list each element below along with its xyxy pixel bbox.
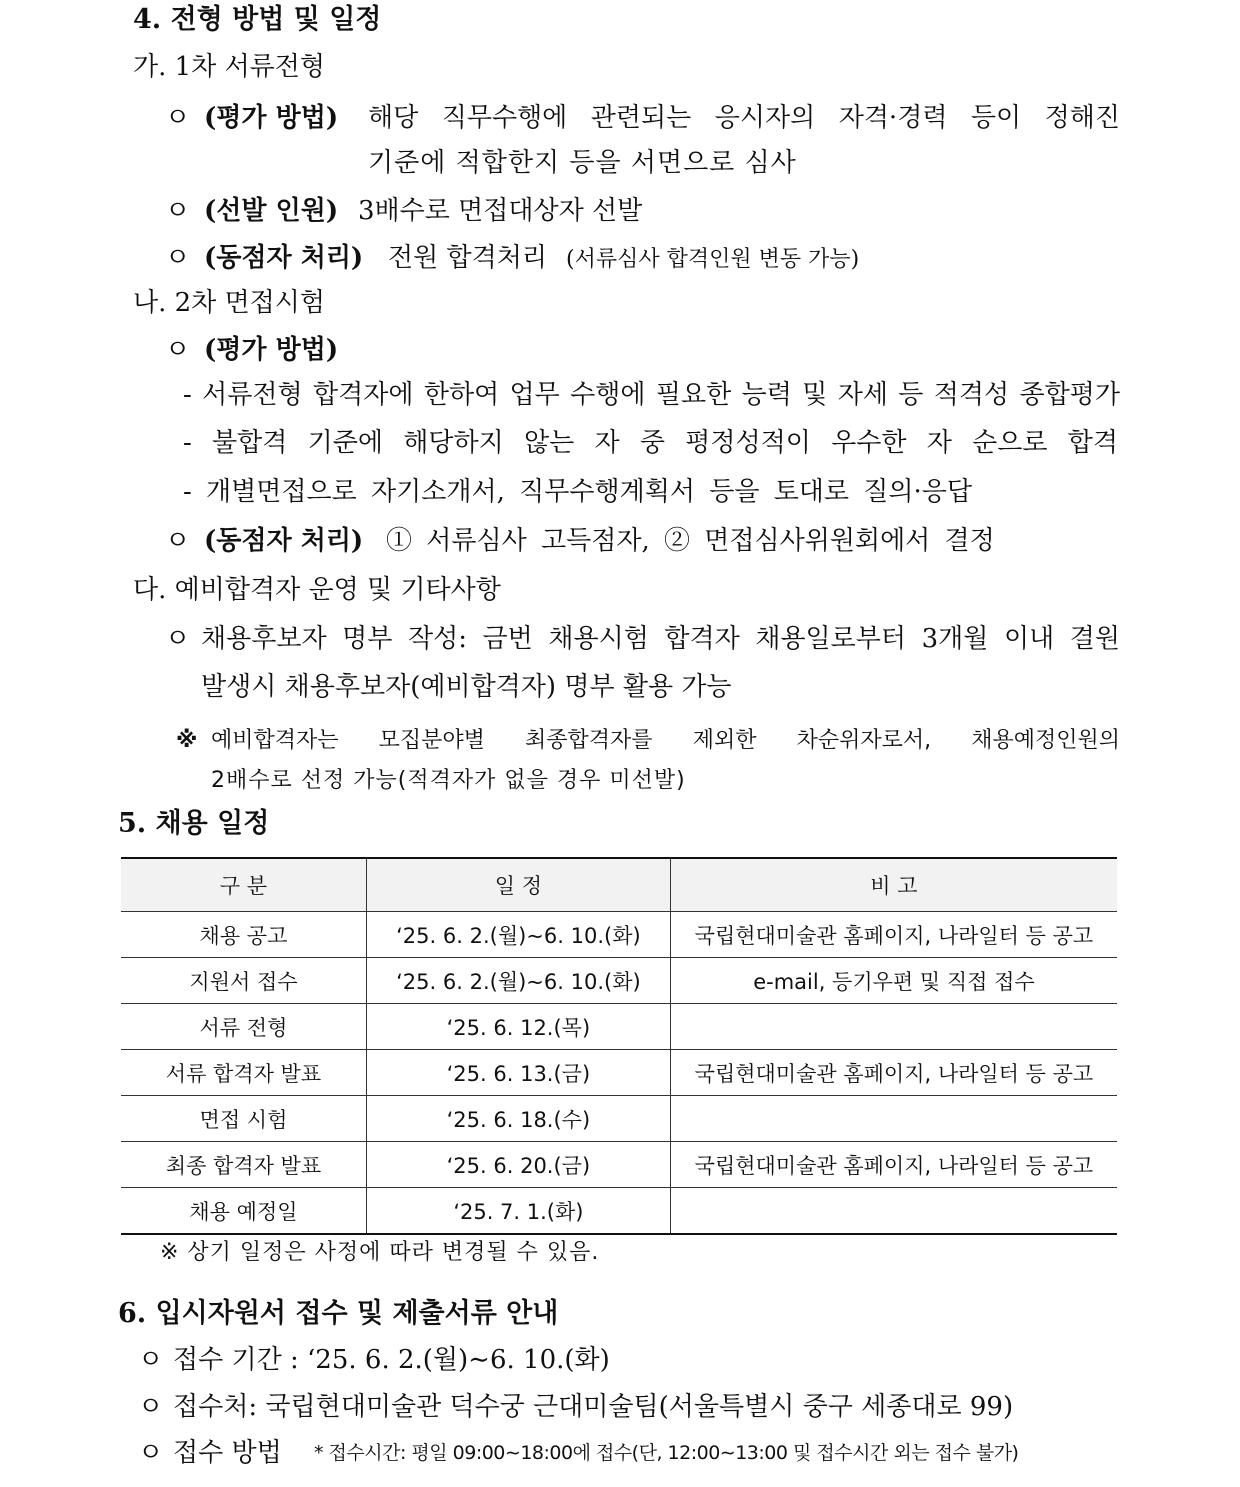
na-tie-label: (동점자 처리): [204, 526, 364, 556]
column-header-schedule: 일 정: [366, 858, 670, 912]
bullet-icon: ㅇ: [138, 1438, 164, 1468]
na-tie-text: ① 서류심사 고득점자, ② 면접심사위원회에서 결정: [386, 526, 995, 556]
cell-remarks: [670, 1096, 1117, 1142]
section-4-title: 4. 전형 방법 및 일정: [133, 4, 382, 35]
note-mark: ※: [176, 728, 198, 753]
subsection-na-title: 나. 2차 면접시험: [133, 288, 326, 318]
ga-tie-text: 전원 합격처리: [388, 243, 547, 273]
ga-tie-label: (동점자 처리): [204, 243, 364, 273]
cell-schedule: ‘25. 6. 2.(월)∼6. 10.(화): [366, 912, 670, 958]
table-row: [121, 1096, 1117, 1142]
cell-category: 채용 공고: [121, 912, 366, 958]
ga-select-label: (선발 인원): [204, 196, 339, 226]
bullet-icon: ㅇ: [165, 624, 191, 654]
table-row: [121, 1004, 1117, 1050]
ga-select-text: 3배수로 면접대상자 선발: [358, 196, 643, 226]
cell-category: 최종 합격자 발표: [121, 1142, 366, 1188]
na-eval-item: - 불합격 기준에 해당하지 않는 자 중 평정성적이 우수한 자 순으로 합격: [183, 428, 1118, 458]
cell-category: 서류 전형: [121, 1004, 366, 1050]
table-row: [121, 1050, 1117, 1096]
column-header-category: 구 분: [121, 858, 366, 912]
cell-remarks: [670, 1188, 1117, 1235]
reception-method-label: 접수 방법: [173, 1438, 282, 1468]
cell-remarks: 국립현대미술관 홈페이지, 나라일터 등 공고: [670, 1050, 1117, 1096]
bullet-icon: ㅇ: [138, 1345, 164, 1375]
cell-schedule: ‘25. 6. 13.(금): [366, 1050, 670, 1096]
table-row: [121, 958, 1117, 1004]
cell-remarks: 국립현대미술관 홈페이지, 나라일터 등 공고: [670, 912, 1117, 958]
ga-eval-text-1: 해당 직무수행에 관련되는 응시자의 자격·경력 등이 정해진: [368, 103, 1120, 133]
cell-category: 채용 예정일: [121, 1188, 366, 1235]
cell-category: 지원서 접수: [121, 958, 366, 1004]
bullet-icon: ㅇ: [138, 1392, 164, 1422]
da-note-1: 예비합격자는 모집분야별 최종합격자를 제외한 차순위자로서, 채용예정인원의: [211, 728, 1120, 753]
cell-schedule: ‘25. 6. 12.(목): [366, 1004, 670, 1050]
cell-category: 서류 합격자 발표: [121, 1050, 366, 1096]
subsection-ga-title: 가. 1차 서류전형: [133, 52, 326, 82]
bullet-icon: ㅇ: [165, 526, 191, 556]
reception-period: 접수 기간 : ‘25. 6. 2.(월)∼6. 10.(화): [173, 1345, 610, 1375]
bullet-icon: ㅇ: [165, 335, 191, 365]
column-header-remarks: 비 고: [670, 858, 1117, 912]
section-6-title: 6. 입시자원서 접수 및 제출서류 안내: [118, 1298, 559, 1329]
ga-eval-text-2: 기준에 적합한지 등을 서면으로 심사: [368, 148, 797, 178]
cell-schedule: ‘25. 7. 1.(화): [366, 1188, 670, 1235]
na-eval-item: - 서류전형 합격자에 한하여 업무 수행에 필요한 능력 및 자세 등 적격성 종합평가: [183, 380, 1120, 410]
ga-eval-label: (평가 방법): [204, 103, 339, 133]
bullet-icon: ㅇ: [165, 103, 191, 133]
na-eval-label: (평가 방법): [204, 335, 339, 365]
cell-schedule: ‘25. 6. 18.(수): [366, 1096, 670, 1142]
cell-category: 면접 시험: [121, 1096, 366, 1142]
schedule-table: [121, 857, 1117, 1235]
table-header-row: [121, 858, 1117, 912]
table-row: [121, 912, 1117, 958]
cell-remarks: [670, 1004, 1117, 1050]
da-text-2: 발생시 채용후보자(예비합격자) 명부 활용 가능: [201, 672, 732, 702]
cell-schedule: ‘25. 6. 20.(금): [366, 1142, 670, 1188]
cell-remarks: 국립현대미술관 홈페이지, 나라일터 등 공고: [670, 1142, 1117, 1188]
da-note-2: 2배수로 선정 가능(적격자가 없을 경우 미선발): [211, 768, 686, 793]
cell-schedule: ‘25. 6. 2.(월)∼6. 10.(화): [366, 958, 670, 1004]
bullet-icon: ㅇ: [165, 196, 191, 226]
cell-remarks: e-mail, 등기우편 및 직접 접수: [670, 958, 1117, 1004]
schedule-note: ※ 상기 일정은 사정에 따라 변경될 수 있음.: [160, 1240, 600, 1265]
table-row: [121, 1188, 1117, 1235]
table-row: [121, 1142, 1117, 1188]
na-eval-item: - 개별면접으로 자기소개서, 직무수행계획서 등을 토대로 질의·응답: [183, 477, 973, 507]
bullet-icon: ㅇ: [165, 243, 191, 273]
reception-method-note: * 접수시간: 평일 09:00∼18:00에 접수(단, 12:00∼13:00 및 접수시간 외는 접수 불가): [314, 1442, 1019, 1464]
ga-tie-note: (서류심사 합격인원 변동 가능): [566, 247, 860, 272]
subsection-da-title: 다. 예비합격자 운영 및 기타사항: [133, 575, 501, 605]
section-5-title: 5. 채용 일정: [118, 808, 270, 839]
da-text-1: 채용후보자 명부 작성: 금번 채용시험 합격자 채용일로부터 3개월 이내 결원: [201, 624, 1120, 654]
reception-place: 접수처: 국립현대미술관 덕수궁 근대미술팀(서울특별시 중구 세종대로 99): [173, 1392, 1014, 1422]
